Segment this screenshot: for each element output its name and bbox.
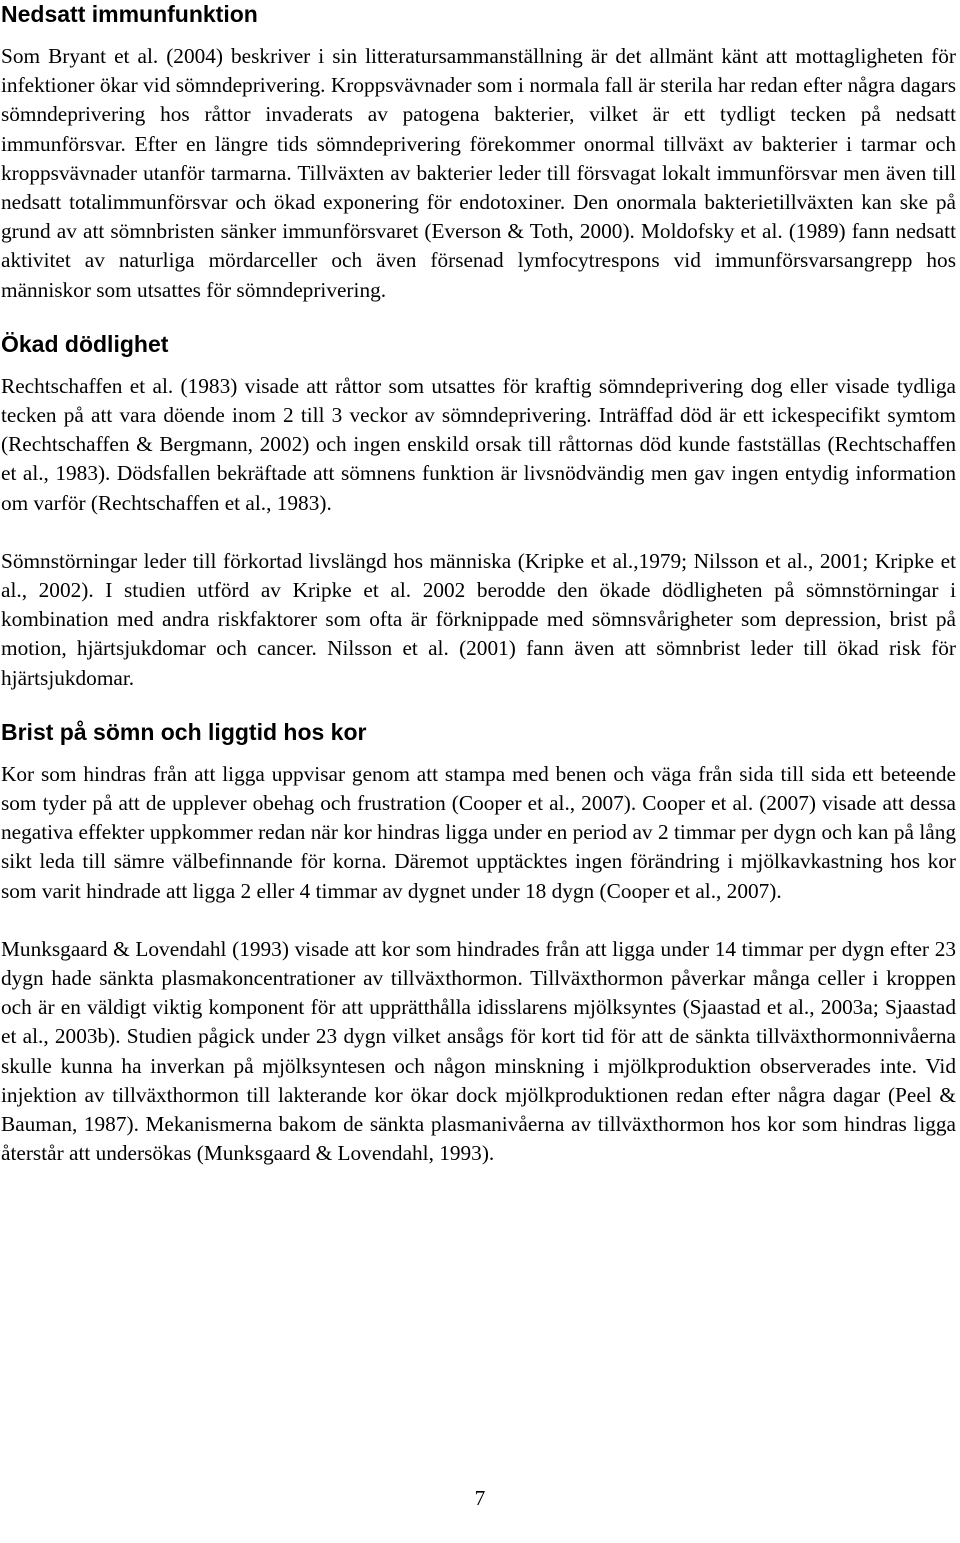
heading-nedsatt-immunfunktion: Nedsatt immunfunktion bbox=[1, 1, 258, 27]
heading-brist-pa-somn: Brist på sömn och liggtid hos kor bbox=[1, 718, 367, 745]
paragraph-kor-hindras: Kor som hindras från att ligga uppvisar genom att stampa med benen och väga från sida till sida ett beteende som tyder på att de upplever obehag och frustration (Cooper et al., 2007). Cooper et al. (2007) visade att dessa negativa effekter uppkommer redan när kor hindras ligga under en period av 2 timmar per dygn och kan på lång sikt leda till sämre välbefinnande för korna. Däremot upptäcktes ingen förändring i mjölkavkastning hos kor som varit hindrade att ligga 2 eller 4 timmar av dygnet under 18 dygn (Cooper et al., 2007). bbox=[1, 761, 956, 903]
paragraph-immunfunktion: Som Bryant et al. (2004) beskriver i sin litteratursammanställning är det allmänt känt att mottagligheten för infektioner ökar vid sömndeprivering. Kroppsvävnader som i normala fall är sterila har redan efter några dagars sömndeprivering hos råttor invaderats av patogena bakterier, vilket är ett tydligt tecken på nedsatt immunförsvar. Efter en längre tids sömndeprivering förekommer onormal tillväxt av bakterier i tarmar och kroppsvävnader utanför tarmarna. Tillväxten av bakterier leder till försvagat lokalt immunförsvar men även till nedsatt totalimmunförsvar och ökad exponering för endotoxiner. Den onormala bakterietillväxten kan ske på grund av att sömnbristen sänker immunförsvaret (Everson & Toth, 2000). Moldofsky et al. (1989) fann nedsatt aktivitet av naturliga mördarceller och även försenad lymfocytrespons vid immunförsvarsangrepp hos människor som utsattes för sömndeprivering. bbox=[1, 44, 956, 302]
page-number: 7 bbox=[474, 1486, 486, 1510]
page-content bbox=[1, 0, 956, 1169]
paragraph-munksgaard: Munksgaard & Lovendahl (1993) visade att kor som hindrades från att ligga under 14 timmar per dygn efter 23 dygn hade sänkta plasmakoncentrationer av tillväxthormon. Tillväxthormon påverkar många celler i kroppen och är en väldigt viktig komponent för att upprätthålla idisslarens mjölksyntes (Sjaastad et al., 2003a; Sjaastad et al., 2003b). Studien pågick under 23 dygn vilket ansågs för kort tid för att de sänkta tillväxthormonnivåerna skulle kunna ha inverkan på mjölksyntesen och någon minskning i mjölkproduktion observerades inte. Vid injektion av tillväxthormon till lakterande kor ökar dock mjölkproduktionen redan efter några dagar (Peel & Bauman, 1987). Mekanismerna bakom de sänkta plasmanivåerna av tillväxthormon hos kor som hindras ligga återstår att undersökas (Munksgaard & Lovendahl, 1993). bbox=[1, 936, 956, 1166]
paragraph-somnstorningar: Sömnstörningar leder till förkortad livslängd hos människa (Kripke et al.,1979; Nilsson et al., 2001; Kripke et al., 2002). I studien utförd av Kripke et al. 2002 berodde den ökade dödligheten på sömnstörningar i kombination med andra riskfaktorer som ofta är förknippade med sömnsvårigheter som depression, brist på motion, hjärtsjukdomar och cancer. Nilsson et al. (2001) fann även att sömnbrist leder till ökad risk för hjärtsjukdomar. bbox=[1, 548, 956, 690]
paragraph-rechtschaffen: Rechtschaffen et al. (1983) visade att råttor som utsattes för kraftig sömndeprivering dog eller visade tydliga tecken på att vara döende inom 2 till 3 veckor av sömndeprivering. Inträffad död är ett ickespecifikt symtom (Rechtschaffen & Bergmann, 2002) och ingen enskild orsak till råttornas död kunde fastställas (Rechtschaffen et al., 1983). Dödsfallen bekräftade att sömnens funktion är livsnödvändig men gav ingen entydig information om varför (Rechtschaffen et al., 1983). bbox=[1, 373, 956, 515]
heading-okad-dodlighet: Ökad dödlighet bbox=[1, 330, 169, 357]
